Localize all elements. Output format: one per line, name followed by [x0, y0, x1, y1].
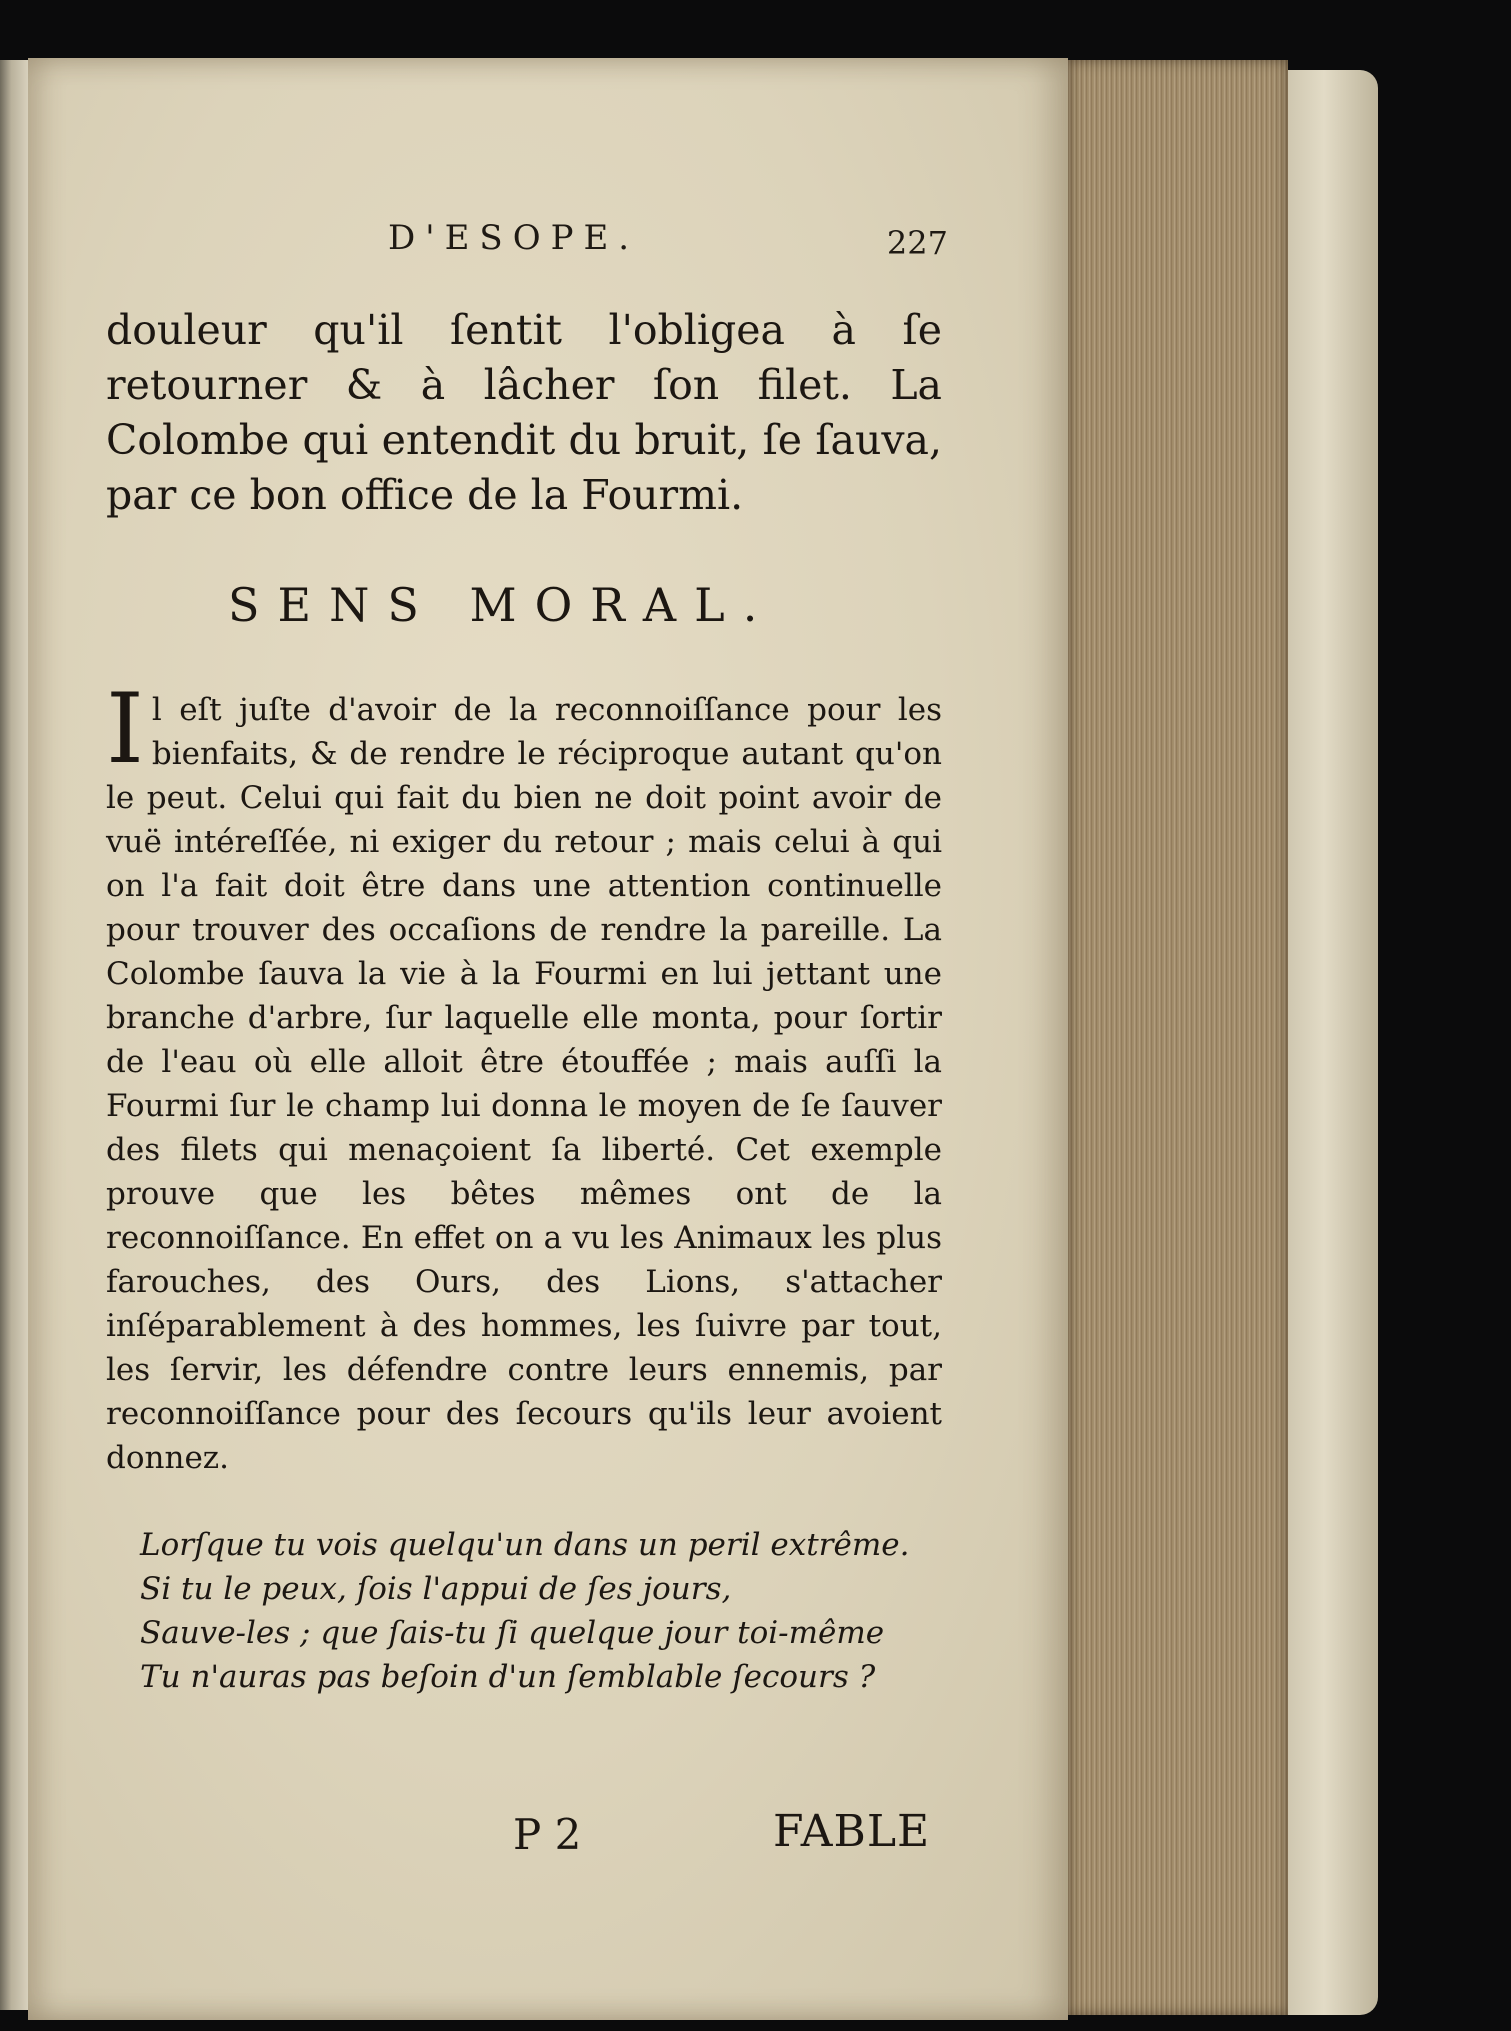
verse-line: Tu n'auras pas beſoin d'un ſemblable ſecours ? — [140, 1659, 876, 1695]
verse-block — [140, 1523, 940, 1699]
moral-text: l eſt juſte d'avoir de la reconnoiſſance pour les bienfaits, & de rendre le réciproque autant qu'on le peut. Celui qui fait du bien ne doit point avoir de vuë intéreſſée, ni exiger du retour ; mais celui à qui on l'a fait doit être dans une attention continuelle pour trouver des occaſions de rendre la pareille. La Colombe ſauva la vie à la Fourmi en lui jettant une branche d'arbre, ſur laquelle elle monta, pour ſortir de l'eau où elle alloit être étouffée ; mais auſſi la Fourmi ſur le champ lui donna le moyen de ſe ſauver des filets qui menaçoient ſa liberté. Cet exemple prouve que les bêtes mêmes ont de la reconnoiſſance. En effet on a vu les Animaux les plus farouches, des Ours, des Lions, s'attacher inſéparablement à des hommes, les ſuivre par tout, les ſervir, les défendre contre leurs ennemis, par reconnoiſſance pour des ſecours qu'ils leur avoient donnez. — [106, 692, 942, 1476]
signature-mark: P 2 — [513, 1810, 582, 1859]
verse-line: Sauve-les ; que ſais-tu ſi quelque jour toi-même — [140, 1615, 885, 1651]
page-header — [328, 218, 988, 274]
previous-page-edge — [0, 60, 30, 2010]
drop-cap: I — [106, 673, 144, 785]
section-title: SENS MORAL. — [228, 578, 776, 632]
catchword: FABLE — [773, 1806, 931, 1857]
page-number: 227 — [886, 224, 948, 262]
running-title: D'ESOPE. — [388, 218, 640, 258]
paragraph-fable-end: douleur qu'il ſentit l'obligea à ſe retourner & à lâcher ſon filet. La Colombe qui entendit du bruit, ſe ſauva, par ce bon office de la Fourmi. — [106, 306, 942, 519]
book-page — [28, 58, 1068, 2020]
book-fore-edge — [1068, 60, 1288, 2015]
paragraph-moral — [106, 673, 942, 1480]
book-cover-edge — [1288, 70, 1378, 2015]
verse-line: Lorſque tu vois quelqu'un dans un peril extrême. — [140, 1527, 910, 1563]
verse-line: Si tu le peux, ſois l'appui de ſes jours, — [140, 1571, 732, 1607]
